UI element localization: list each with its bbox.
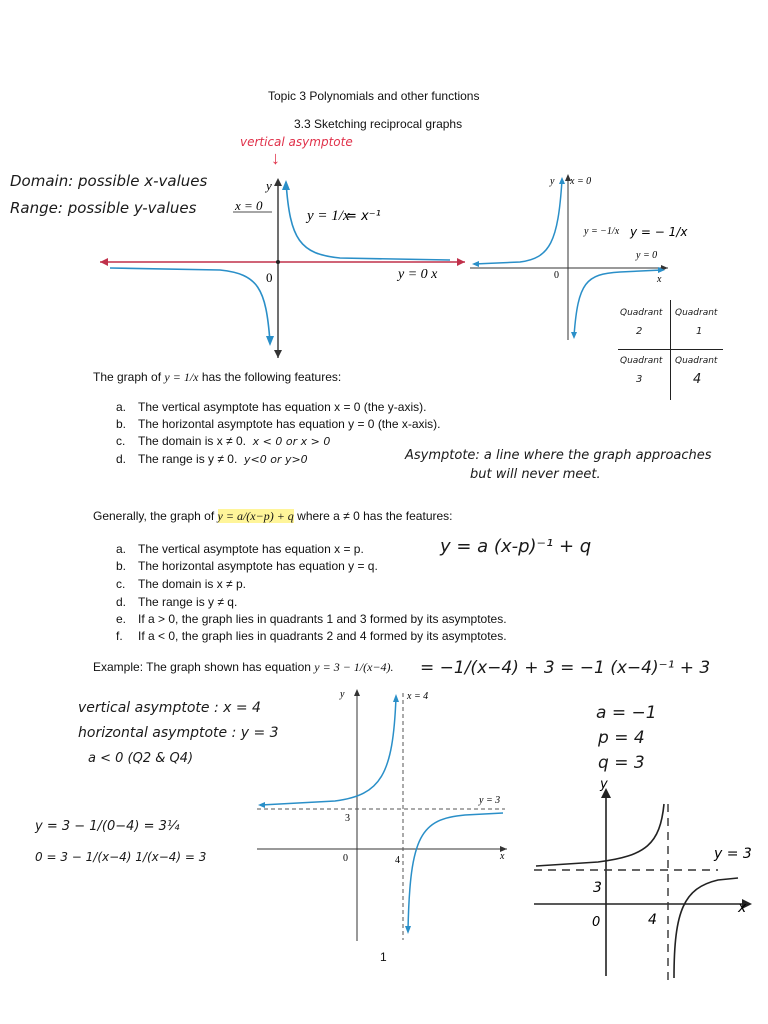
curve-q2 — [474, 180, 562, 264]
svg-text:y = 3: y = 3 — [714, 846, 752, 862]
svg-text:3: 3 — [345, 813, 350, 824]
asymptote-definition-2: but will never meet. — [470, 467, 601, 482]
range-note: Range: possible y-values — [10, 199, 197, 217]
p-value: p = 4 — [598, 728, 645, 748]
general-item-b: b. The horizontal asymptote has equation y = q. — [116, 559, 378, 573]
graph-reciprocal — [100, 170, 470, 360]
domain-note: Domain: possible x-values — [10, 172, 208, 190]
general-item-f: f. If a < 0, the graph lies in quadrants 2 and 4 formed by its asymptotes. — [116, 629, 507, 643]
graph-sketch — [528, 777, 764, 980]
feature-item-d: d. The range is y ≠ 0. y<0 or y>0 — [116, 452, 308, 466]
equation-label: y = −1/x — [584, 226, 620, 237]
svg-text:y = 3: y = 3 — [479, 795, 501, 806]
feature-item-a: a. The vertical asymptote has equation x = 0 (the y-axis). — [116, 400, 427, 414]
general-item-a: a. The vertical asymptote has equation x = p. — [116, 542, 364, 556]
general-intro: Generally, the graph of y = a/(x−p) + q where a ≠ 0 has the features: — [93, 509, 453, 523]
general-item-c: c. The domain is x ≠ p. — [116, 577, 246, 591]
general-form-note: y = a (x-p)⁻¹ + q — [440, 536, 592, 557]
feature-item-b: b. The horizontal asymptote has equation y = 0 (the x-axis). — [116, 417, 441, 431]
svg-text:4: 4 — [648, 912, 657, 928]
general-item-d: d. The range is y ≠ q. — [116, 595, 238, 609]
quadrant-diagram: Quadrant 2 Quadrant 1 Quadrant 3 Quadrant 4 — [618, 300, 728, 400]
svg-text:0: 0 — [592, 915, 601, 930]
svg-text:3: 3 — [593, 880, 602, 896]
svg-text:y: y — [600, 777, 608, 792]
example-text: Example: The graph shown has equation y = 3 − 1/(x−4). — [93, 660, 394, 674]
curve-lower — [408, 813, 503, 930]
vertical-asymptote-note: vertical asymptote : x = 4 — [78, 700, 261, 716]
curve-upper — [261, 697, 396, 805]
equation-label: y = 1/x — [307, 208, 350, 224]
topic-title: Topic 3 Polynomials and other functions — [268, 89, 480, 103]
calc-line-2: 0 = 3 − 1/(x−4) 1/(x−4) = 3 — [35, 850, 207, 864]
x-axis-label: y = 0 x — [398, 267, 438, 282]
svg-text:0: 0 — [343, 853, 348, 864]
svg-text:y: y — [340, 689, 345, 700]
feature-item-c: c. The domain is x ≠ 0. x < 0 or x > 0 — [116, 434, 331, 448]
section-title: 3.3 Sketching reciprocal graphs — [294, 117, 463, 131]
asymptote-definition-1: Asymptote: a line where the graph approaches — [405, 448, 712, 463]
horizontal-asymptote-note: horizontal asymptote : y = 3 — [78, 725, 279, 741]
vertical-asymptote-label: vertical asymptote — [240, 135, 353, 149]
example-handwritten-eq: = −1/(x−4) + 3 = −1 (x−4)⁻¹ + 3 — [420, 658, 711, 678]
down-arrow-icon: ↓ — [271, 148, 280, 168]
svg-text:x: x — [500, 851, 505, 862]
page-number: 1 — [380, 950, 387, 964]
a-value: a = −1 — [596, 703, 657, 723]
features-intro: The graph of y = 1/x has the following features: — [93, 370, 342, 384]
q-value: q = 3 — [598, 753, 645, 773]
y-axis-label: y — [266, 178, 272, 193]
svg-text:0: 0 — [554, 270, 559, 281]
svg-text:x: x — [738, 900, 747, 916]
origin-label: 0 — [266, 270, 273, 285]
svg-text:y = 0: y = 0 — [636, 250, 658, 261]
x-eq-0-label: x = 0 — [570, 176, 592, 187]
general-item-e: e. If a > 0, the graph lies in quadrants 1 and 3 formed by its asymptotes. — [116, 612, 507, 626]
calc-line-1: y = 3 − 1/(0−4) = 3¼ — [35, 819, 180, 834]
x-eq-0-label: x = 0 — [235, 198, 263, 213]
svg-text:4: 4 — [395, 855, 400, 866]
svg-text:x: x — [657, 274, 662, 285]
handwritten-equation: = x⁻¹ — [346, 209, 381, 224]
graph-example — [255, 685, 517, 945]
svg-text:x = 4: x = 4 — [407, 691, 429, 702]
curve-q3 — [110, 268, 270, 342]
svg-text:y: y — [550, 176, 555, 187]
a-sign-note: a < 0 (Q2 & Q4) — [88, 751, 194, 766]
handwritten-equation: y = − 1/x — [630, 225, 688, 239]
